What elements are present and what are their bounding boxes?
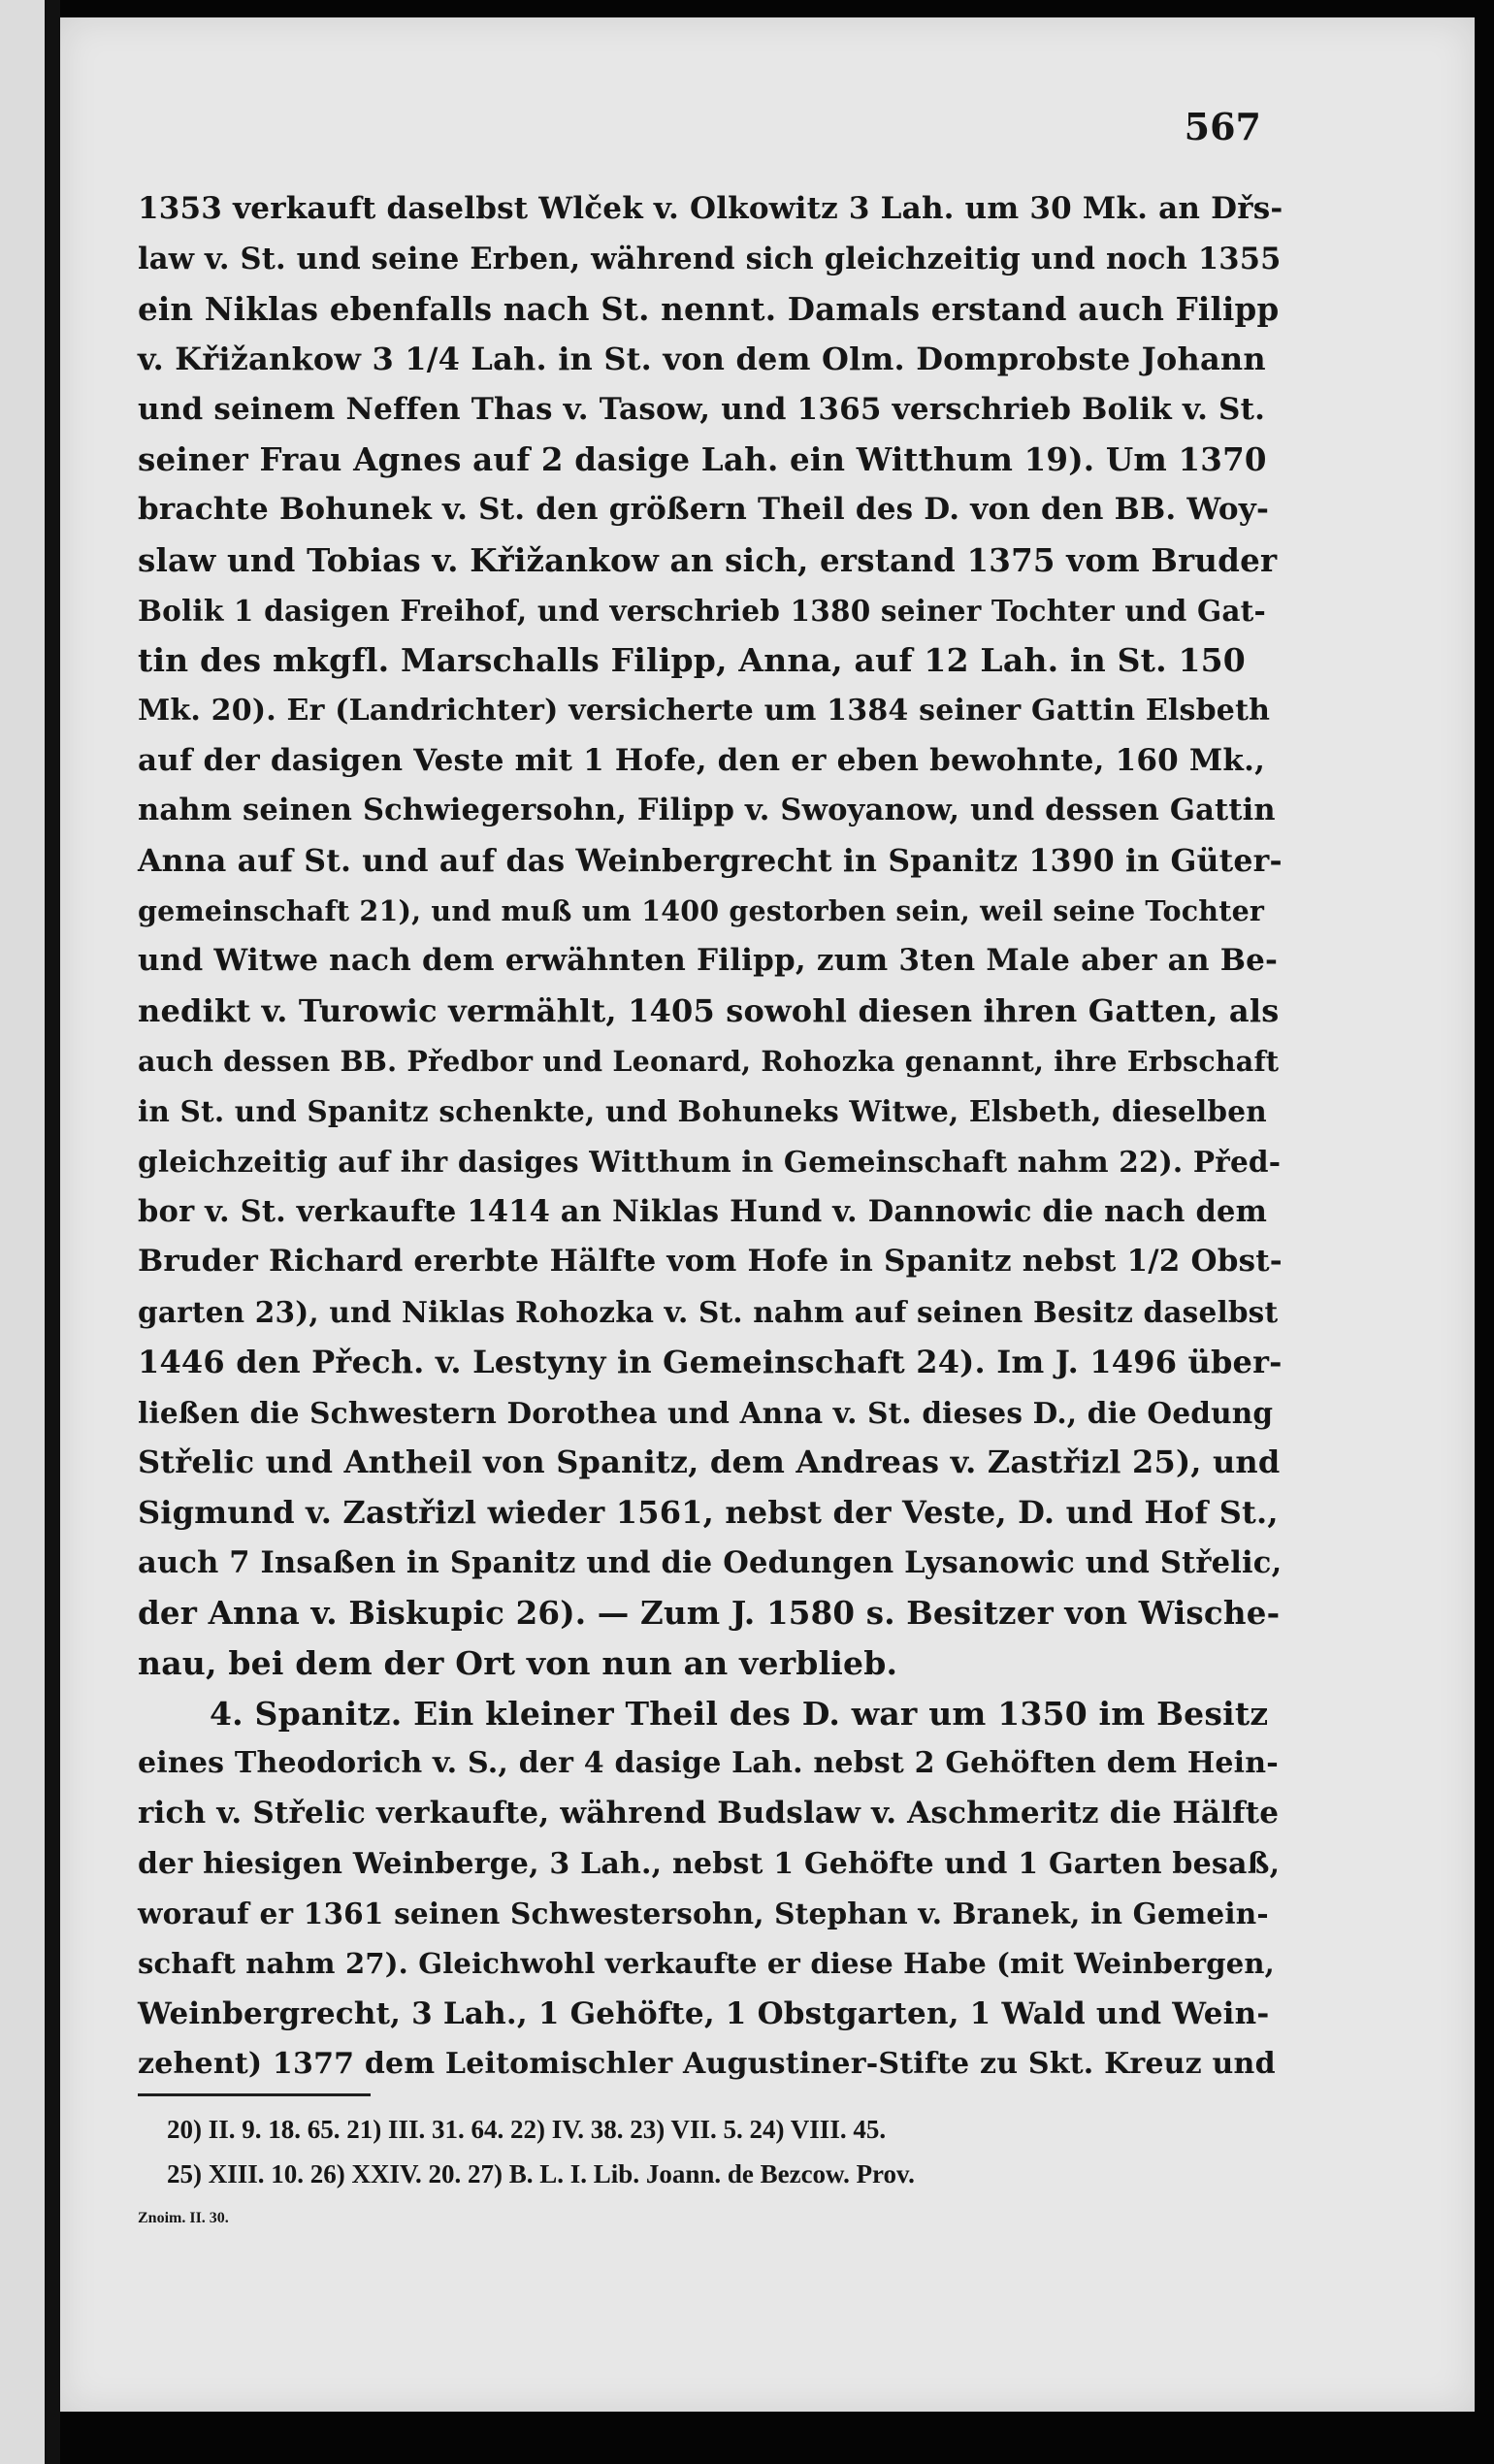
text-line: brachte Bohunek v. St. den größern Theil des D. von den BB. Woy- [138,492,1270,528]
adjacent-page-edge [0,0,45,2464]
text-line: v. Křižankow 3 1/4 Lah. in St. von dem Olm. Domprobste Johann [138,340,1266,378]
text-line: bor v. St. verkaufte 1414 an Niklas Hund v. Dannowic die nach dem [138,1193,1268,1229]
text-line: Weinbergrecht, 3 Lah., 1 Gehöfte, 1 Obstgarten, 1 Wald und Wein- [138,1995,1270,2031]
text-line: seiner Frau Agnes auf 2 dasige Lah. ein Witthum 19). Um 1370 [138,440,1267,479]
text-line: nedikt v. Turowic vermählt, 1405 sowohl diesen ihren Gatten, als [138,992,1280,1029]
text-line: Anna auf St. und auf das Weinbergrecht in Spanitz 1390 in Güter- [138,842,1283,879]
text-line: law v. St. und seine Erben, während sich gleichzeitig und noch 1355 [138,241,1282,276]
footnote-line: 20) II. 9. 18. 65. 21) III. 31. 64. 22) IV. 38. 23) VII. 5. 24) VIII. 45. [167,2115,887,2144]
text-line: der hiesigen Weinberge, 3 Lah., nebst 1 Gehöfte und 1 Garten besaß, [138,1846,1281,1881]
text-line: in St. und Spanitz schenkte, und Bohuneks Witwe, Elsbeth, dieselben [138,1094,1267,1129]
text-line: garten 23), und Niklas Rohozka v. St. nahm auf seinen Besitz daselbst [138,1295,1279,1330]
footnotes [138,2107,1283,2241]
text-line: slaw und Tobias v. Křižankow an sich, erstand 1375 vom Bruder [138,540,1278,579]
text-line: und seinem Neffen Thas v. Tasow, und 1365 verschrieb Bolik v. St. [138,391,1266,427]
text-line: der Anna v. Biskupic 26). — Zum J. 1580 s. Besitzer von Wische- [138,1594,1281,1633]
text-line: auch 7 Insaßen in Spanitz und die Oedungen Lysanowic und Střelic, [138,1544,1283,1580]
text-line: ließen die Schwestern Dorothea und Anna v. St. dieses D., die Oedung [138,1395,1274,1430]
text-line: und Witwe nach dem erwähnten Filipp, zum 3ten Male aber an Be- [138,943,1279,979]
footnote-line: Znoim. II. 30. [138,2210,229,2226]
text-line: ein Niklas ebenfalls nach St. nennt. Damals erstand auch Filipp [138,290,1280,329]
text-line: Sigmund v. Zastřizl wieder 1561, nebst der Veste, D. und Hof St., [138,1493,1279,1531]
text-line: Bruder Richard ererbte Hälfte vom Hofe in Spanitz nebst 1/2 Obst- [138,1244,1283,1280]
text-line: nau, bei dem der Ort von nun an verblieb. [138,1643,898,1682]
text-line: Mk. 20). Er (Landrichter) versicherte um 1384 seiner Gattin Elsbeth [138,693,1271,728]
text-line: eines Theodorich v. S., der 4 dasige Lah. nebst 2 Gehöften dem Hein- [138,1746,1279,1781]
text-line: auch dessen BB. Předbor und Leonard, Rohozka genannt, ihre Erbschaft [138,1044,1280,1078]
text-line: 1446 den Přech. v. Lestyny in Gemeinschaft 24). Im J. 1496 über- [138,1343,1283,1380]
text-line: Střelic und Antheil von Spanitz, dem Andreas v. Zastřizl 25), und [138,1443,1281,1481]
footnote-line: 25) XIII. 10. 26) XXIV. 20. 27) B. L. I. Lib. Joann. de Bezcow. Prov. [167,2159,915,2188]
book-gutter [45,0,60,2464]
text-line: Bolik 1 dasigen Freihof, und verschrieb 1380 seiner Tochter und Gat- [138,593,1266,628]
text-line: schaft nahm 27). Gleichwohl verkaufte er diese Habe (mit Weinbergen, [138,1947,1275,1981]
text-line: tin des mkgfl. Marschalls Filipp, Anna, auf 12 Lah. in St. 150 [138,641,1246,680]
text-line: 1353 verkauft daselbst Wlček v. Olkowitz 3 Lah. um 30 Mk. an Dřs- [138,191,1283,226]
section-heading-line: 4. Spanitz. Ein kleiner Theil des D. war um 1350 im Besitz [210,1694,1269,1733]
text-line: nahm seinen Schwiegersohn, Filipp v. Swoyanow, und dessen Gattin [138,793,1276,828]
text-line: auf der dasigen Veste mit 1 Hofe, den er eben bewohnte, 160 Mk., [138,742,1266,778]
text-line: gemeinschaft 21), und muß um 1400 gestorben sein, weil seine Tochter [138,893,1265,927]
text-line: worauf er 1361 seinen Schwestersohn, Stephan v. Branek, in Gemein- [138,1897,1269,1931]
text-line: rich v. Střelic verkaufte, während Budslaw v. Aschmeritz die Hälfte [138,1796,1280,1831]
text-line: zehent) 1377 dem Leitomischler Augustiner-Stifte zu Skt. Kreuz und [138,2047,1276,2082]
page-number: 567 [1184,105,1261,148]
footnote-divider [138,2093,371,2096]
text-line: gleichzeitig auf ihr dasiges Witthum in Gemeinschaft nahm 22). Před- [138,1145,1282,1180]
body-text [138,184,1283,2090]
